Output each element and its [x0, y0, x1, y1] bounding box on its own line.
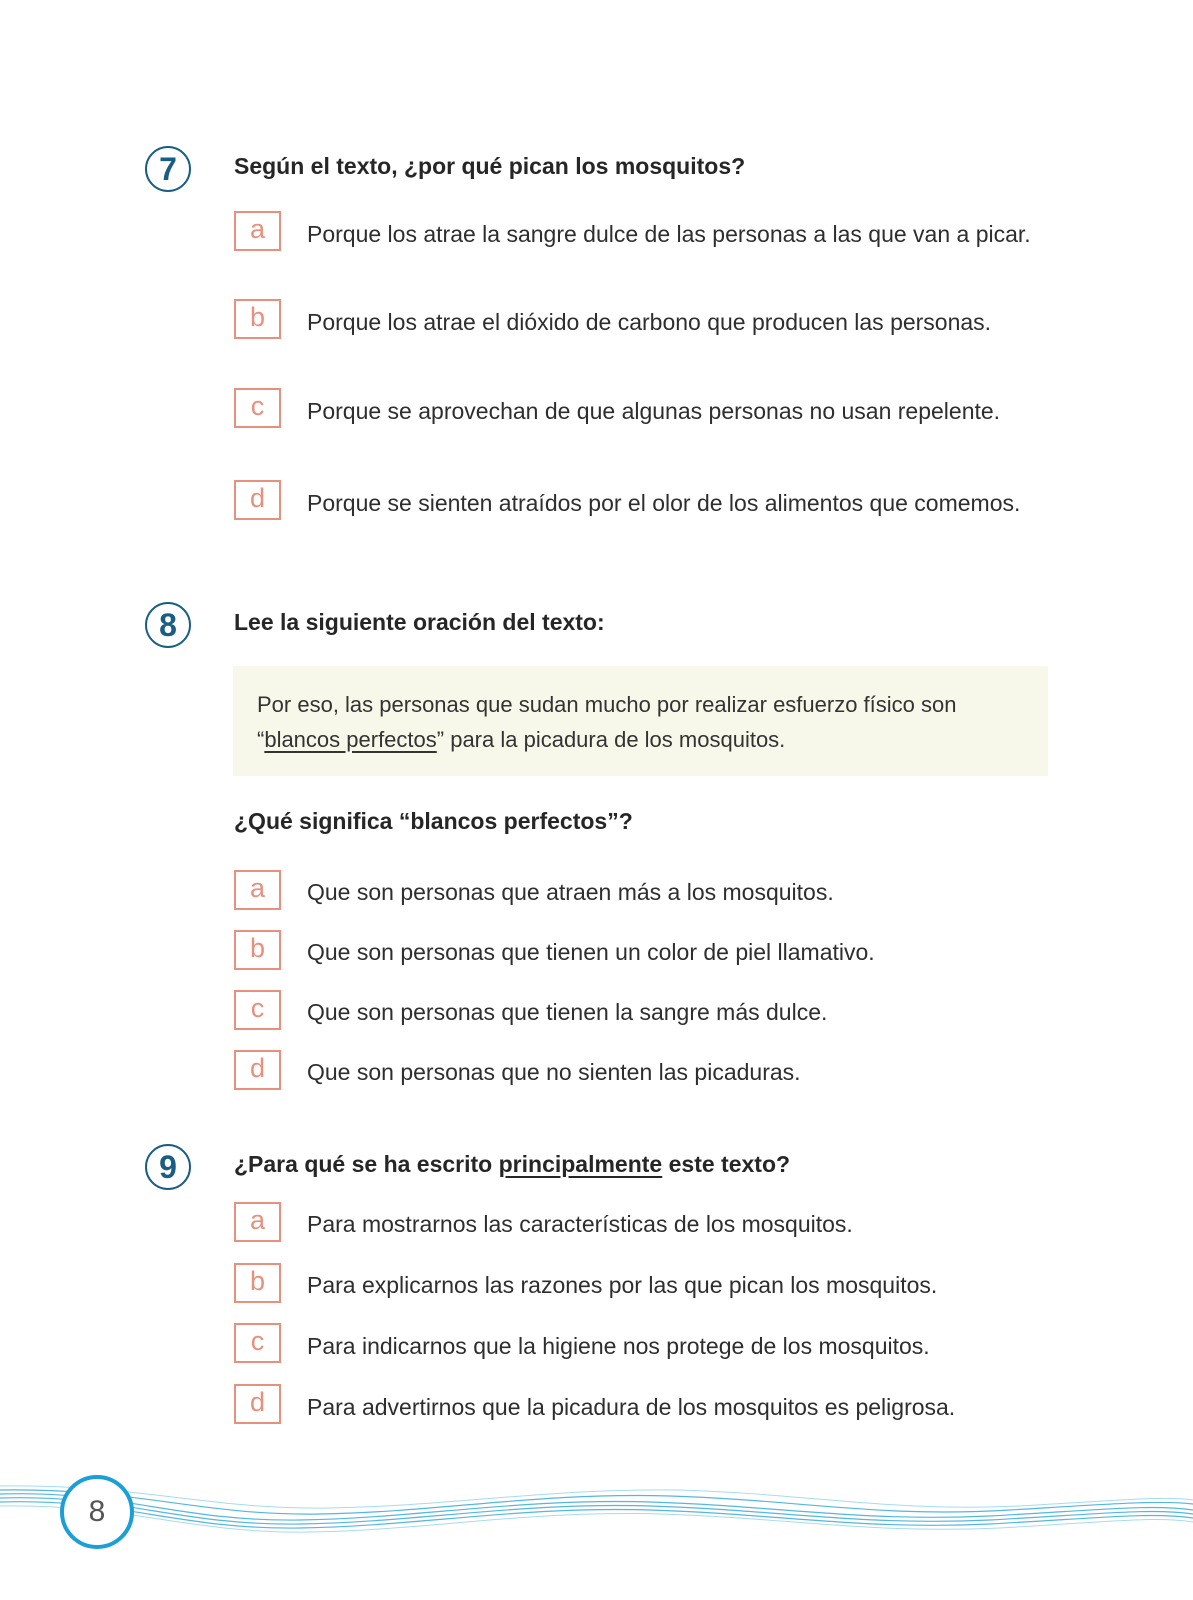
q7-option-c-letter[interactable]: c	[234, 388, 281, 428]
q7-option-b-letter[interactable]: b	[234, 299, 281, 339]
q9-option-d-text: Para advertirnos que la picadura de los mosquitos es peligrosa.	[307, 1394, 956, 1420]
question-number-8: 8	[145, 602, 191, 648]
q7-option-d-text: Porque se sienten atraídos por el olor de los alimentos que comemos.	[307, 490, 1021, 516]
q9-option-b-letter[interactable]: b	[234, 1263, 281, 1303]
q9-option-c-text: Para indicarnos que la higiene nos protege de los mosquitos.	[307, 1333, 930, 1359]
footer-wave-decoration	[0, 1460, 1193, 1570]
quote-text-after: ” para la picadura de los mosquitos.	[436, 727, 786, 752]
q8-option-b-letter[interactable]: b	[234, 930, 281, 970]
question-9-text-after: este texto?	[662, 1151, 791, 1177]
quote-underlined-phrase: blancos perfectos	[264, 727, 437, 752]
q7-option-d-letter[interactable]: d	[234, 480, 281, 520]
q8-option-d-text: Que son personas que no sienten las picaduras.	[307, 1059, 801, 1085]
q7-option-c-text: Porque se aprovechan de que algunas personas no usan repelente.	[307, 398, 1001, 424]
question-9-text-before: ¿Para qué se ha escrito	[234, 1151, 499, 1177]
question-8-text: Lee la siguiente oración del texto:	[234, 609, 605, 635]
q8-option-c-letter[interactable]: c	[234, 990, 281, 1030]
q9-option-d-letter[interactable]: d	[234, 1384, 281, 1424]
q8-option-d-letter[interactable]: d	[234, 1050, 281, 1090]
q8-option-a-letter[interactable]: a	[234, 870, 281, 910]
question-number-7: 7	[145, 146, 191, 192]
q9-option-a-letter[interactable]: a	[234, 1202, 281, 1242]
q9-option-b-text: Para explicarnos las razones por las que pican los mosquitos.	[307, 1272, 938, 1298]
question-7-text: Según el texto, ¿por qué pican los mosquitos?	[234, 153, 746, 179]
q7-option-a-text: Porque los atrae la sangre dulce de las personas a las que van a picar.	[307, 221, 1031, 247]
page-number: 8	[60, 1475, 134, 1549]
q9-option-a-text: Para mostrarnos las características de los mosquitos.	[307, 1211, 853, 1237]
quote-box	[233, 666, 1048, 776]
q8-option-c-text: Que son personas que tienen la sangre más dulce.	[307, 999, 828, 1025]
q8-option-b-text: Que son personas que tienen un color de piel llamativo.	[307, 939, 875, 965]
q8-option-a-text: Que son personas que atraen más a los mosquitos.	[307, 879, 834, 905]
question-9-underlined-word: principalmente	[498, 1151, 663, 1177]
question-number-9: 9	[145, 1144, 191, 1190]
question-9-text	[234, 1151, 790, 1178]
q7-option-a-letter[interactable]: a	[234, 211, 281, 251]
quote-text-before: Por eso, las personas que sudan mucho por realizar esfuerzo físico son “	[257, 692, 957, 752]
question-8-subquestion: ¿Qué significa “blancos perfectos”?	[234, 808, 633, 834]
q9-option-c-letter[interactable]: c	[234, 1323, 281, 1363]
q7-option-b-text: Porque los atrae el dióxido de carbono que producen las personas.	[307, 309, 992, 335]
